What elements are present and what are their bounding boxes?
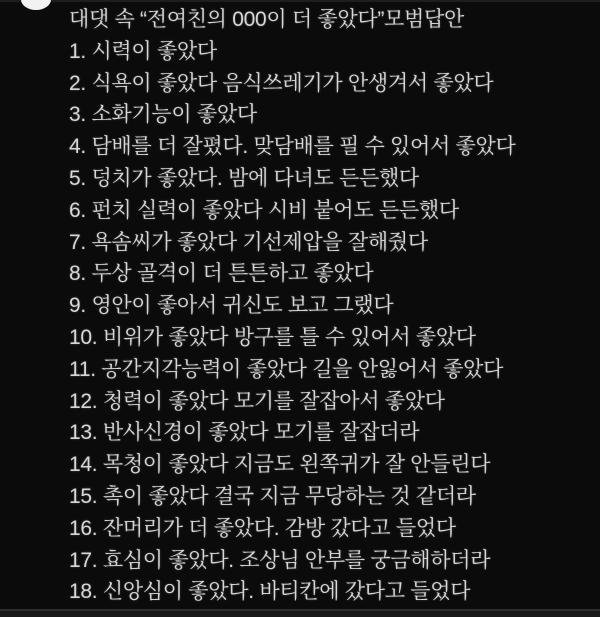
list-item: 14. 목청이 좋았다 지금도 왼쪽귀가 잘 안들린다 <box>69 453 491 477</box>
list-item: 12. 청력이 좋았다 모기를 잘잡아서 좋았다 <box>69 389 445 413</box>
list-item: 6. 펀치 실력이 좋았다 시비 붙어도 든든했다 <box>69 198 459 222</box>
answer-list <box>69 4 596 608</box>
list-item: 15. 촉이 좋았다 결국 지금 무당하는 것 같더라 <box>69 484 476 508</box>
list-item: 3. 소화기능이 좋았다 <box>69 103 257 127</box>
bottom-strip <box>0 611 600 617</box>
list-item: 11. 공간지각능력이 좋았다 길을 안잃어서 좋았다 <box>69 357 504 381</box>
list-item: 2. 식욕이 좋았다 음식쓰레기가 안생겨서 좋았다 <box>69 71 494 95</box>
page-title: 대댓 속 “전여친의 000이 더 좋았다”모범답안 <box>69 8 464 31</box>
list-item: 7. 욕솜씨가 좋았다 기선제압을 잘해줬다 <box>69 230 428 254</box>
top-edge-divider <box>0 0 600 2</box>
list-item: 4. 담배를 더 잘폈다. 맞담배를 필 수 있어서 좋았다 <box>69 135 516 159</box>
list-item: 9. 영안이 좋아서 귀신도 보고 그랬다 <box>69 294 394 318</box>
list-item: 10. 비위가 좋았다 방구를 틀 수 있어서 좋았다 <box>69 325 476 349</box>
list-item: 1. 시력이 좋았다 <box>69 39 217 63</box>
list-item: 13. 반사신경이 좋았다 모기를 잘잡더라 <box>69 421 420 445</box>
list-item: 8. 두상 골격이 더 튼튼하고 좋았다 <box>69 262 374 286</box>
list-item: 16. 잔머리가 더 좋았다. 감방 갔다고 들었다 <box>69 516 456 540</box>
list-item: 17. 효심이 좋았다. 조상님 안부를 궁금해하더라 <box>69 548 491 572</box>
white-circle-cutout <box>21 0 51 10</box>
list-item: 5. 덩치가 좋았다. 밤에 다녀도 든든했다 <box>69 166 419 190</box>
list-item: 18. 신앙심이 좋았다. 바티칸에 갔다고 들었다 <box>69 580 471 604</box>
